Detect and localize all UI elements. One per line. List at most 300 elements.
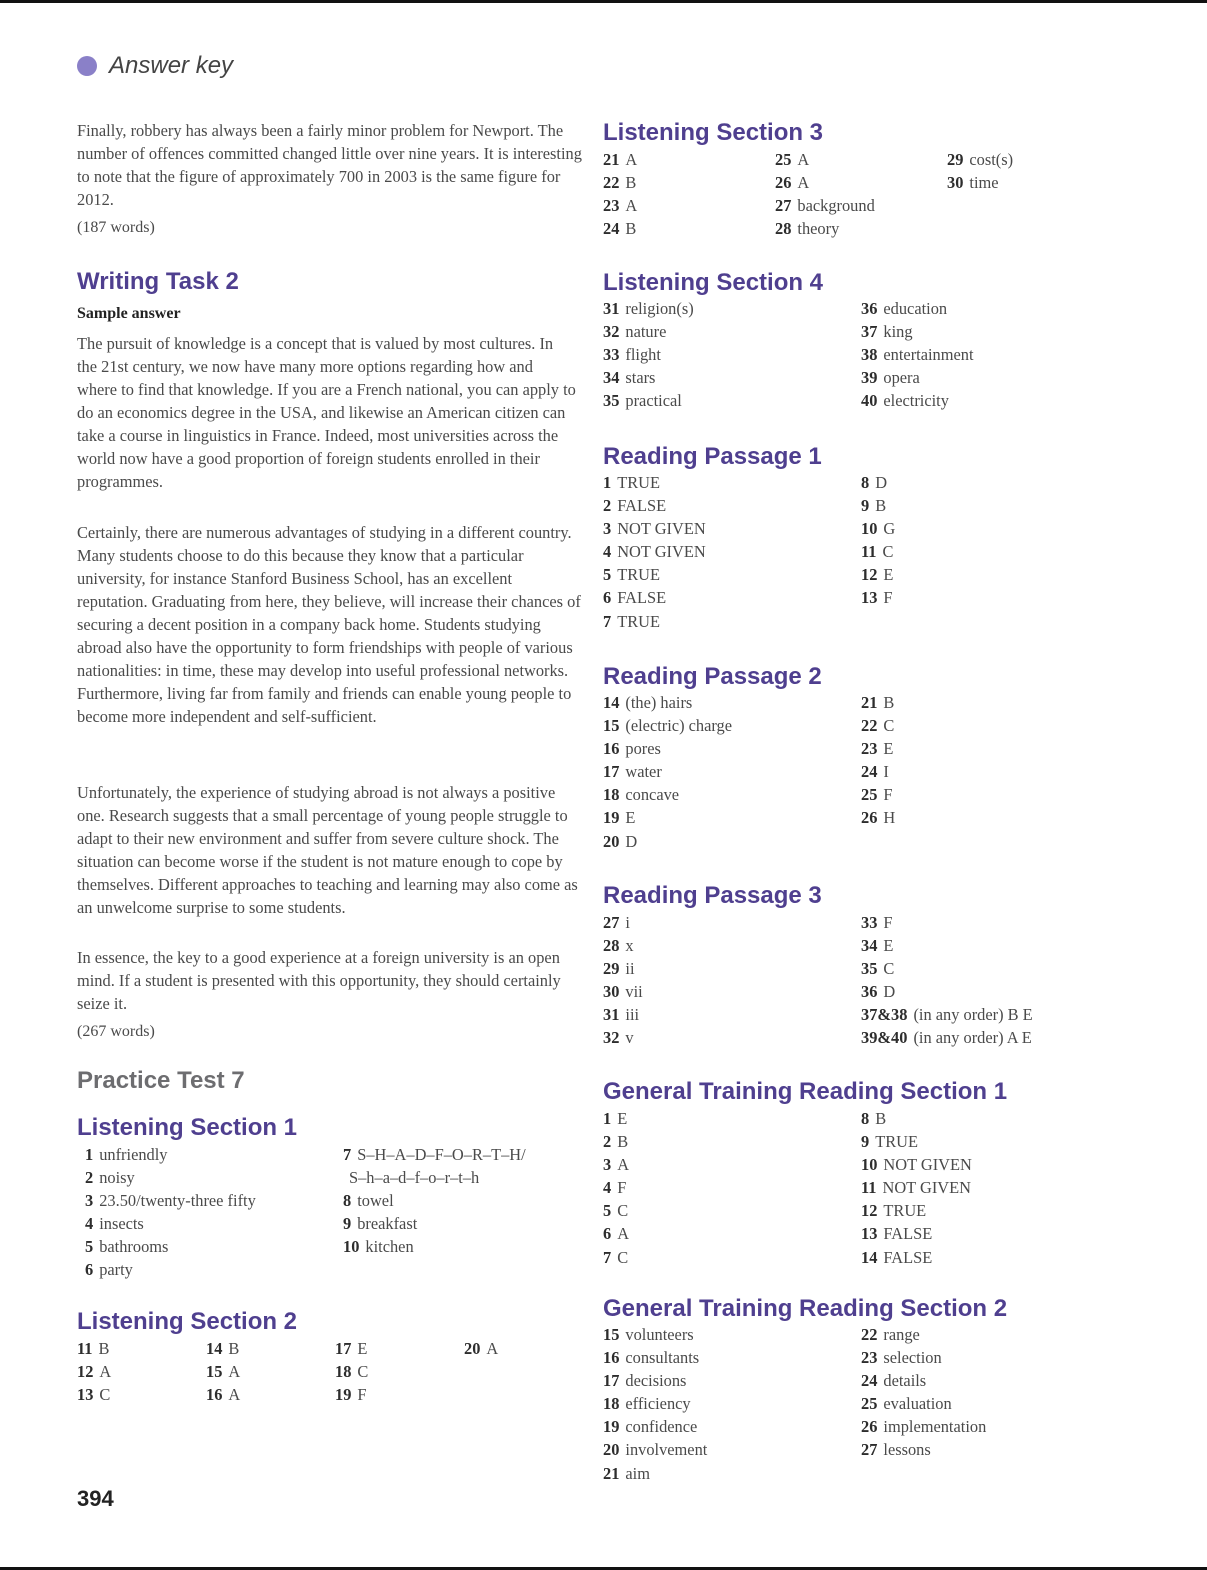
answer-item xyxy=(343,1189,583,1212)
answer-number: 27 xyxy=(861,1440,878,1460)
answer-item xyxy=(861,517,1081,540)
answer-item xyxy=(603,737,861,760)
answer-number: 9 xyxy=(861,496,870,516)
answer-number: 31 xyxy=(603,1005,620,1025)
answer-number: 37&38 xyxy=(861,1005,908,1025)
answer-text: involvement xyxy=(625,1440,708,1460)
answer-text: H xyxy=(883,808,896,828)
answer-number: 23 xyxy=(861,739,878,759)
answer-item xyxy=(343,1258,583,1281)
answer-item xyxy=(464,1360,564,1383)
answer-number: 15 xyxy=(603,1325,620,1344)
listening-section-4-heading: Listening Section 4 xyxy=(603,269,824,296)
answer-text: concave xyxy=(625,785,680,805)
answer-text: electricity xyxy=(883,391,949,411)
answer-item xyxy=(861,494,1081,517)
answer-text: education xyxy=(883,299,948,318)
answer-text: A xyxy=(486,1339,499,1358)
answer-item xyxy=(85,1143,343,1166)
answer-item xyxy=(343,1143,583,1166)
answer-number: 16 xyxy=(603,1348,620,1368)
general-training-section-1-answers xyxy=(603,1107,1081,1269)
answer-text: towel xyxy=(357,1191,394,1211)
reading-passage-2-answers xyxy=(603,691,1081,853)
answer-number: 4 xyxy=(85,1214,94,1234)
answer-number: 32 xyxy=(603,1028,620,1048)
answer-text: C xyxy=(882,542,894,562)
answer-number: 12 xyxy=(77,1362,94,1382)
answer-item xyxy=(603,586,861,609)
answer-item xyxy=(206,1383,335,1406)
answer-text: evaluation xyxy=(883,1394,952,1414)
answer-text: A xyxy=(228,1385,241,1405)
answer-item xyxy=(335,1383,464,1406)
answer-item xyxy=(861,957,1091,980)
answer-text: breakfast xyxy=(357,1214,418,1234)
answer-item xyxy=(861,980,1091,1003)
answer-number: 36 xyxy=(861,982,878,1002)
answer-text: S–h–a–d–f–o–r–t–h xyxy=(349,1168,480,1188)
answer-text: E xyxy=(617,1109,628,1128)
answer-number: 3 xyxy=(603,519,612,539)
answer-text: noisy xyxy=(99,1168,135,1188)
answer-item xyxy=(603,471,861,494)
answer-number: 23 xyxy=(603,196,620,216)
answer-text: water xyxy=(625,762,662,782)
listening-section-2-heading: Listening Section 2 xyxy=(77,1308,298,1335)
answer-item xyxy=(603,194,775,217)
sample-answer-label: Sample answer xyxy=(77,305,181,322)
general-training-section-2-heading: General Training Reading Section 2 xyxy=(603,1295,1008,1322)
answer-item xyxy=(861,540,1081,563)
answer-number: 35 xyxy=(603,391,620,411)
answer-item xyxy=(335,1337,464,1360)
answer-item xyxy=(861,610,1081,633)
answer-text: E xyxy=(625,808,636,828)
answer-item xyxy=(77,1360,206,1383)
answer-text: NOT GIVEN xyxy=(617,519,706,539)
answer-number: 34 xyxy=(861,936,878,956)
answer-text: implementation xyxy=(883,1417,987,1437)
answer-number: 12 xyxy=(861,565,878,585)
answer-number: 18 xyxy=(603,785,620,805)
answer-item xyxy=(861,1130,1081,1153)
answer-number: 24 xyxy=(861,1371,878,1391)
answer-number: 20 xyxy=(603,831,620,851)
answer-item xyxy=(85,1258,343,1281)
answer-item xyxy=(603,934,861,957)
answer-number: 21 xyxy=(603,150,620,169)
answer-item xyxy=(861,806,1081,829)
answer-item xyxy=(861,1107,1081,1130)
answer-number: 17 xyxy=(335,1339,352,1358)
listening-section-1-heading: Listening Section 1 xyxy=(77,1114,298,1141)
answer-text: NOT GIVEN xyxy=(883,1155,972,1175)
answer-number: 8 xyxy=(343,1191,352,1211)
answer-number: 13 xyxy=(861,588,878,608)
answer-number: 20 xyxy=(603,1440,620,1460)
answer-number: 3 xyxy=(85,1191,94,1211)
answer-text: religion(s) xyxy=(625,299,694,318)
answer-item xyxy=(603,540,861,563)
answer-item xyxy=(861,1003,1091,1026)
answer-item xyxy=(861,586,1081,609)
answer-number: 4 xyxy=(603,1178,612,1198)
answer-number: 30 xyxy=(947,173,964,193)
reading-passage-1-answers xyxy=(603,471,1081,633)
answer-text: A xyxy=(625,196,638,216)
answer-item xyxy=(861,1346,1081,1369)
answer-text: F xyxy=(357,1385,367,1405)
listening-section-4-answers xyxy=(603,297,1081,412)
answer-number: 5 xyxy=(603,1201,612,1221)
answer-number: 6 xyxy=(603,1224,612,1244)
answer-number: 25 xyxy=(861,785,878,805)
answer-item xyxy=(603,1003,861,1026)
answer-text: vii xyxy=(625,982,643,1002)
answer-number: 33 xyxy=(861,913,878,932)
answer-text: i xyxy=(625,913,630,932)
answer-number: 11 xyxy=(861,1178,877,1198)
answer-item xyxy=(775,171,947,194)
answer-number: 1 xyxy=(603,1109,612,1128)
answer-text: B xyxy=(875,1109,887,1128)
answer-text: iii xyxy=(625,1005,640,1025)
answer-item xyxy=(464,1383,564,1406)
answer-number: 8 xyxy=(861,1109,870,1128)
answer-number: 14 xyxy=(861,1247,878,1267)
answer-item xyxy=(947,148,1097,171)
answer-text: entertainment xyxy=(883,345,974,365)
answer-number: 32 xyxy=(603,322,620,342)
answer-number: 5 xyxy=(603,565,612,585)
answer-item xyxy=(603,320,861,343)
header-label: Answer key xyxy=(109,52,234,79)
answer-item xyxy=(947,217,1097,240)
answer-item xyxy=(603,1222,861,1245)
answer-number: 34 xyxy=(603,368,620,388)
answer-item xyxy=(85,1235,343,1258)
answer-number: 17 xyxy=(603,1371,620,1391)
answer-item xyxy=(343,1212,583,1235)
answer-item xyxy=(861,1246,1081,1269)
answer-text: E xyxy=(357,1339,368,1358)
answer-number: 23 xyxy=(861,1348,878,1368)
answer-number: 18 xyxy=(335,1362,352,1382)
top-rule xyxy=(0,0,1207,3)
answer-number: 19 xyxy=(603,808,620,828)
answer-text: FALSE xyxy=(883,1247,933,1267)
answer-text: lessons xyxy=(883,1440,931,1460)
listening-section-1-answers xyxy=(85,1143,583,1282)
answer-item xyxy=(603,806,861,829)
answer-number: 22 xyxy=(861,1325,878,1344)
answer-number: 28 xyxy=(775,219,792,239)
answer-text: TRUE xyxy=(617,611,660,631)
answer-text: nature xyxy=(625,322,667,342)
answer-item xyxy=(77,1337,206,1360)
answer-item xyxy=(343,1235,583,1258)
answer-text: bathrooms xyxy=(99,1237,169,1257)
answer-text: time xyxy=(969,173,999,193)
answer-text: A xyxy=(228,1362,241,1382)
answer-item xyxy=(603,1107,861,1130)
answer-number: 35 xyxy=(861,959,878,979)
answer-item xyxy=(603,980,861,1003)
general-training-section-1-heading: General Training Reading Section 1 xyxy=(603,1078,1008,1105)
answer-number: 22 xyxy=(603,173,620,193)
answer-text: S–H–A–D–F–O–R–T–H/ xyxy=(357,1145,526,1164)
answer-item xyxy=(861,1462,1081,1485)
answer-item xyxy=(603,1026,861,1049)
answer-number: 37 xyxy=(861,322,878,342)
answer-item xyxy=(603,1369,861,1392)
answer-number: 10 xyxy=(343,1237,360,1257)
listening-section-3-answers xyxy=(603,148,1097,240)
answer-item xyxy=(603,1323,861,1346)
answer-text: NOT GIVEN xyxy=(882,1178,971,1198)
answer-item xyxy=(775,148,947,171)
answer-text: TRUE xyxy=(617,565,660,585)
answer-text: flight xyxy=(625,345,661,365)
page-header xyxy=(77,52,233,80)
answer-item xyxy=(861,760,1081,783)
answer-text: D xyxy=(625,831,638,851)
answer-item xyxy=(861,343,1081,366)
answer-number: 15 xyxy=(206,1362,223,1382)
answer-number: 33 xyxy=(603,345,620,365)
answer-item xyxy=(947,171,1097,194)
answer-text: B xyxy=(883,693,895,712)
answer-item xyxy=(861,297,1081,320)
answer-text: theory xyxy=(797,219,840,239)
answer-number: 1 xyxy=(85,1145,94,1164)
answer-text: confidence xyxy=(625,1417,698,1437)
intro-word-count: (187 words) xyxy=(77,219,155,236)
answer-item xyxy=(603,148,775,171)
answer-item xyxy=(861,1415,1081,1438)
answer-item xyxy=(861,471,1081,494)
answer-number: 36 xyxy=(861,299,878,318)
page-number: 394 xyxy=(77,1486,114,1511)
answer-number: 24 xyxy=(861,762,878,782)
answer-text: A xyxy=(797,150,810,169)
answer-number: 4 xyxy=(603,542,612,562)
reading-passage-3-answers xyxy=(603,911,1091,1050)
answer-number: 22 xyxy=(861,716,878,736)
answer-item xyxy=(861,737,1081,760)
answer-text: stars xyxy=(625,368,656,388)
answer-text: king xyxy=(883,322,913,342)
answer-text: B xyxy=(228,1339,240,1358)
answer-number: 2 xyxy=(603,496,612,516)
answer-text: C xyxy=(617,1247,629,1267)
answer-text: G xyxy=(883,519,896,539)
answer-text: ii xyxy=(625,959,635,979)
answer-item xyxy=(603,1415,861,1438)
answer-text: B xyxy=(625,173,637,193)
answer-number: 13 xyxy=(77,1385,94,1405)
answer-text: E xyxy=(883,739,894,759)
answer-item xyxy=(85,1189,343,1212)
answer-item xyxy=(603,1392,861,1415)
answer-item xyxy=(947,194,1097,217)
answer-text: (electric) charge xyxy=(625,716,733,736)
answer-number: 26 xyxy=(861,1417,878,1437)
answer-item xyxy=(861,1438,1081,1461)
essay-paragraph-3: Unfortunately, the experience of studying abroad is not always a positive one. Research suggests that a small percentage of young people struggle to adapt to their new environment and suffer from severe culture shock. The situation can become worse if the student is not mature enough to cope by themselves. Different approaches to teaching and learning may also come as an unwelcome surprise to some students. xyxy=(77,783,578,917)
answer-item xyxy=(603,1346,861,1369)
essay-word-count: (267 words) xyxy=(77,1023,155,1040)
listening-section-2-answers xyxy=(77,1337,564,1406)
answer-number: 7 xyxy=(343,1145,352,1164)
answer-item xyxy=(603,830,861,853)
answer-item xyxy=(861,366,1081,389)
answer-item xyxy=(861,1392,1081,1415)
answer-number: 14 xyxy=(603,693,620,712)
answer-text: efficiency xyxy=(625,1394,691,1414)
answer-text: E xyxy=(883,936,894,956)
answer-text: I xyxy=(883,762,889,782)
answer-text: C xyxy=(99,1385,111,1405)
writing-task-heading: Writing Task 2 xyxy=(77,268,239,295)
answer-item xyxy=(603,1462,861,1485)
answer-number: 17 xyxy=(603,762,620,782)
answer-number: 21 xyxy=(861,693,878,712)
answer-item xyxy=(603,494,861,517)
answer-item xyxy=(861,830,1081,853)
answer-number: 28 xyxy=(603,936,620,956)
answer-text: decisions xyxy=(625,1371,687,1391)
answer-text: FALSE xyxy=(883,1224,933,1244)
answer-number: 7 xyxy=(603,611,612,631)
answer-text: pores xyxy=(625,739,661,759)
answer-number: 39&40 xyxy=(861,1028,908,1048)
answer-number: 30 xyxy=(603,982,620,1002)
answer-text: E xyxy=(883,565,894,585)
answer-number: 39 xyxy=(861,368,878,388)
answer-text: C xyxy=(357,1362,369,1382)
answer-number: 15 xyxy=(603,716,620,736)
answer-text: party xyxy=(99,1260,133,1280)
answer-text: aim xyxy=(625,1463,650,1483)
answer-item xyxy=(603,217,775,240)
answer-item xyxy=(861,1222,1081,1245)
answer-item xyxy=(603,366,861,389)
answer-text: practical xyxy=(625,391,682,411)
answer-text: B xyxy=(98,1339,110,1358)
answer-item xyxy=(85,1212,343,1235)
answer-text: selection xyxy=(883,1348,942,1368)
general-training-section-2-answers xyxy=(603,1323,1081,1485)
bullet-dot-icon xyxy=(77,56,97,76)
intro-paragraph: Finally, robbery has always been a fairly minor problem for Newport. The number of offences committed changed little over nine years. It is interesting to note that the figure of approximately 700 in 2003 is the same figure for 2012. xyxy=(77,121,582,209)
answer-text: B xyxy=(617,1132,629,1152)
answer-item xyxy=(861,1176,1081,1199)
answer-item xyxy=(603,171,775,194)
answer-item xyxy=(335,1360,464,1383)
answer-item xyxy=(206,1360,335,1383)
answer-item xyxy=(603,1246,861,1269)
answer-number: 13 xyxy=(861,1224,878,1244)
listening-section-3-heading: Listening Section 3 xyxy=(603,119,824,146)
answer-number: 6 xyxy=(85,1260,94,1280)
answer-number: 9 xyxy=(343,1214,352,1234)
answer-number: 25 xyxy=(775,150,792,169)
answer-item xyxy=(206,1337,335,1360)
answer-text: A xyxy=(617,1224,630,1244)
answer-text: A xyxy=(797,173,810,193)
answer-number: 2 xyxy=(603,1132,612,1152)
answer-number: 9 xyxy=(861,1132,870,1152)
answer-number: 40 xyxy=(861,391,878,411)
answer-text: cost(s) xyxy=(969,150,1014,169)
answer-text: unfriendly xyxy=(99,1145,168,1164)
answer-number: 10 xyxy=(861,1155,878,1175)
answer-item xyxy=(603,297,861,320)
answer-text: NOT GIVEN xyxy=(617,542,706,562)
reading-passage-1-heading: Reading Passage 1 xyxy=(603,443,822,470)
answer-item xyxy=(464,1337,564,1360)
answer-item xyxy=(603,610,861,633)
answer-item xyxy=(861,1369,1081,1392)
answer-number: 38 xyxy=(861,345,878,365)
answer-number: 26 xyxy=(775,173,792,193)
answer-item xyxy=(603,517,861,540)
practice-test-heading: Practice Test 7 xyxy=(77,1067,245,1094)
answer-item xyxy=(861,1323,1081,1346)
answer-item xyxy=(603,957,861,980)
answer-text: v xyxy=(625,1028,634,1048)
answer-text: details xyxy=(883,1371,927,1391)
answer-number: 1 xyxy=(603,473,612,492)
answer-item xyxy=(603,714,861,737)
answer-text: range xyxy=(883,1325,920,1344)
answer-text: D xyxy=(875,473,888,492)
answer-item xyxy=(775,217,947,240)
answer-text: 23.50/twenty-three fifty xyxy=(99,1191,256,1211)
answer-text: A xyxy=(625,150,638,169)
answer-number: 16 xyxy=(206,1385,223,1405)
answer-item xyxy=(775,194,947,217)
answer-text: D xyxy=(883,982,896,1002)
reading-passage-3-heading: Reading Passage 3 xyxy=(603,882,822,909)
answer-number: 25 xyxy=(861,1394,878,1414)
answer-item xyxy=(603,1438,861,1461)
answer-item xyxy=(603,1130,861,1153)
answer-text: A xyxy=(617,1155,630,1175)
answer-item xyxy=(861,1153,1081,1176)
answer-text: B xyxy=(875,496,887,516)
answer-number: 8 xyxy=(861,473,870,492)
answer-number: 11 xyxy=(77,1339,93,1358)
answer-number: 10 xyxy=(861,519,878,539)
answer-item xyxy=(861,714,1081,737)
answer-item xyxy=(861,389,1081,412)
answer-text: consultants xyxy=(625,1348,700,1368)
answer-item xyxy=(603,760,861,783)
answer-item xyxy=(861,320,1081,343)
answer-text: TRUE xyxy=(617,473,660,492)
answer-number: 19 xyxy=(603,1417,620,1437)
answer-text: FALSE xyxy=(617,588,667,608)
answer-item xyxy=(861,563,1081,586)
essay-paragraph-2: Certainly, there are numerous advantages of studying in a different country. Many students choose to do this because they know that a particular university, for instance Stanford Business School, has an excellent reputation. Graduating from here, they believe, will increase their chances of securing a decent position in a company back home. Students studying abroad also have the opportunity to form friendships with people of various nationalities: in time, these may develop into useful professional networks. Furthermore, living far from family and friends can enable young people to become more independent and self-sufficient. xyxy=(77,523,581,726)
answer-item xyxy=(861,1026,1091,1049)
answer-item xyxy=(603,1199,861,1222)
answer-text: F xyxy=(617,1178,627,1198)
answer-item xyxy=(861,691,1081,714)
